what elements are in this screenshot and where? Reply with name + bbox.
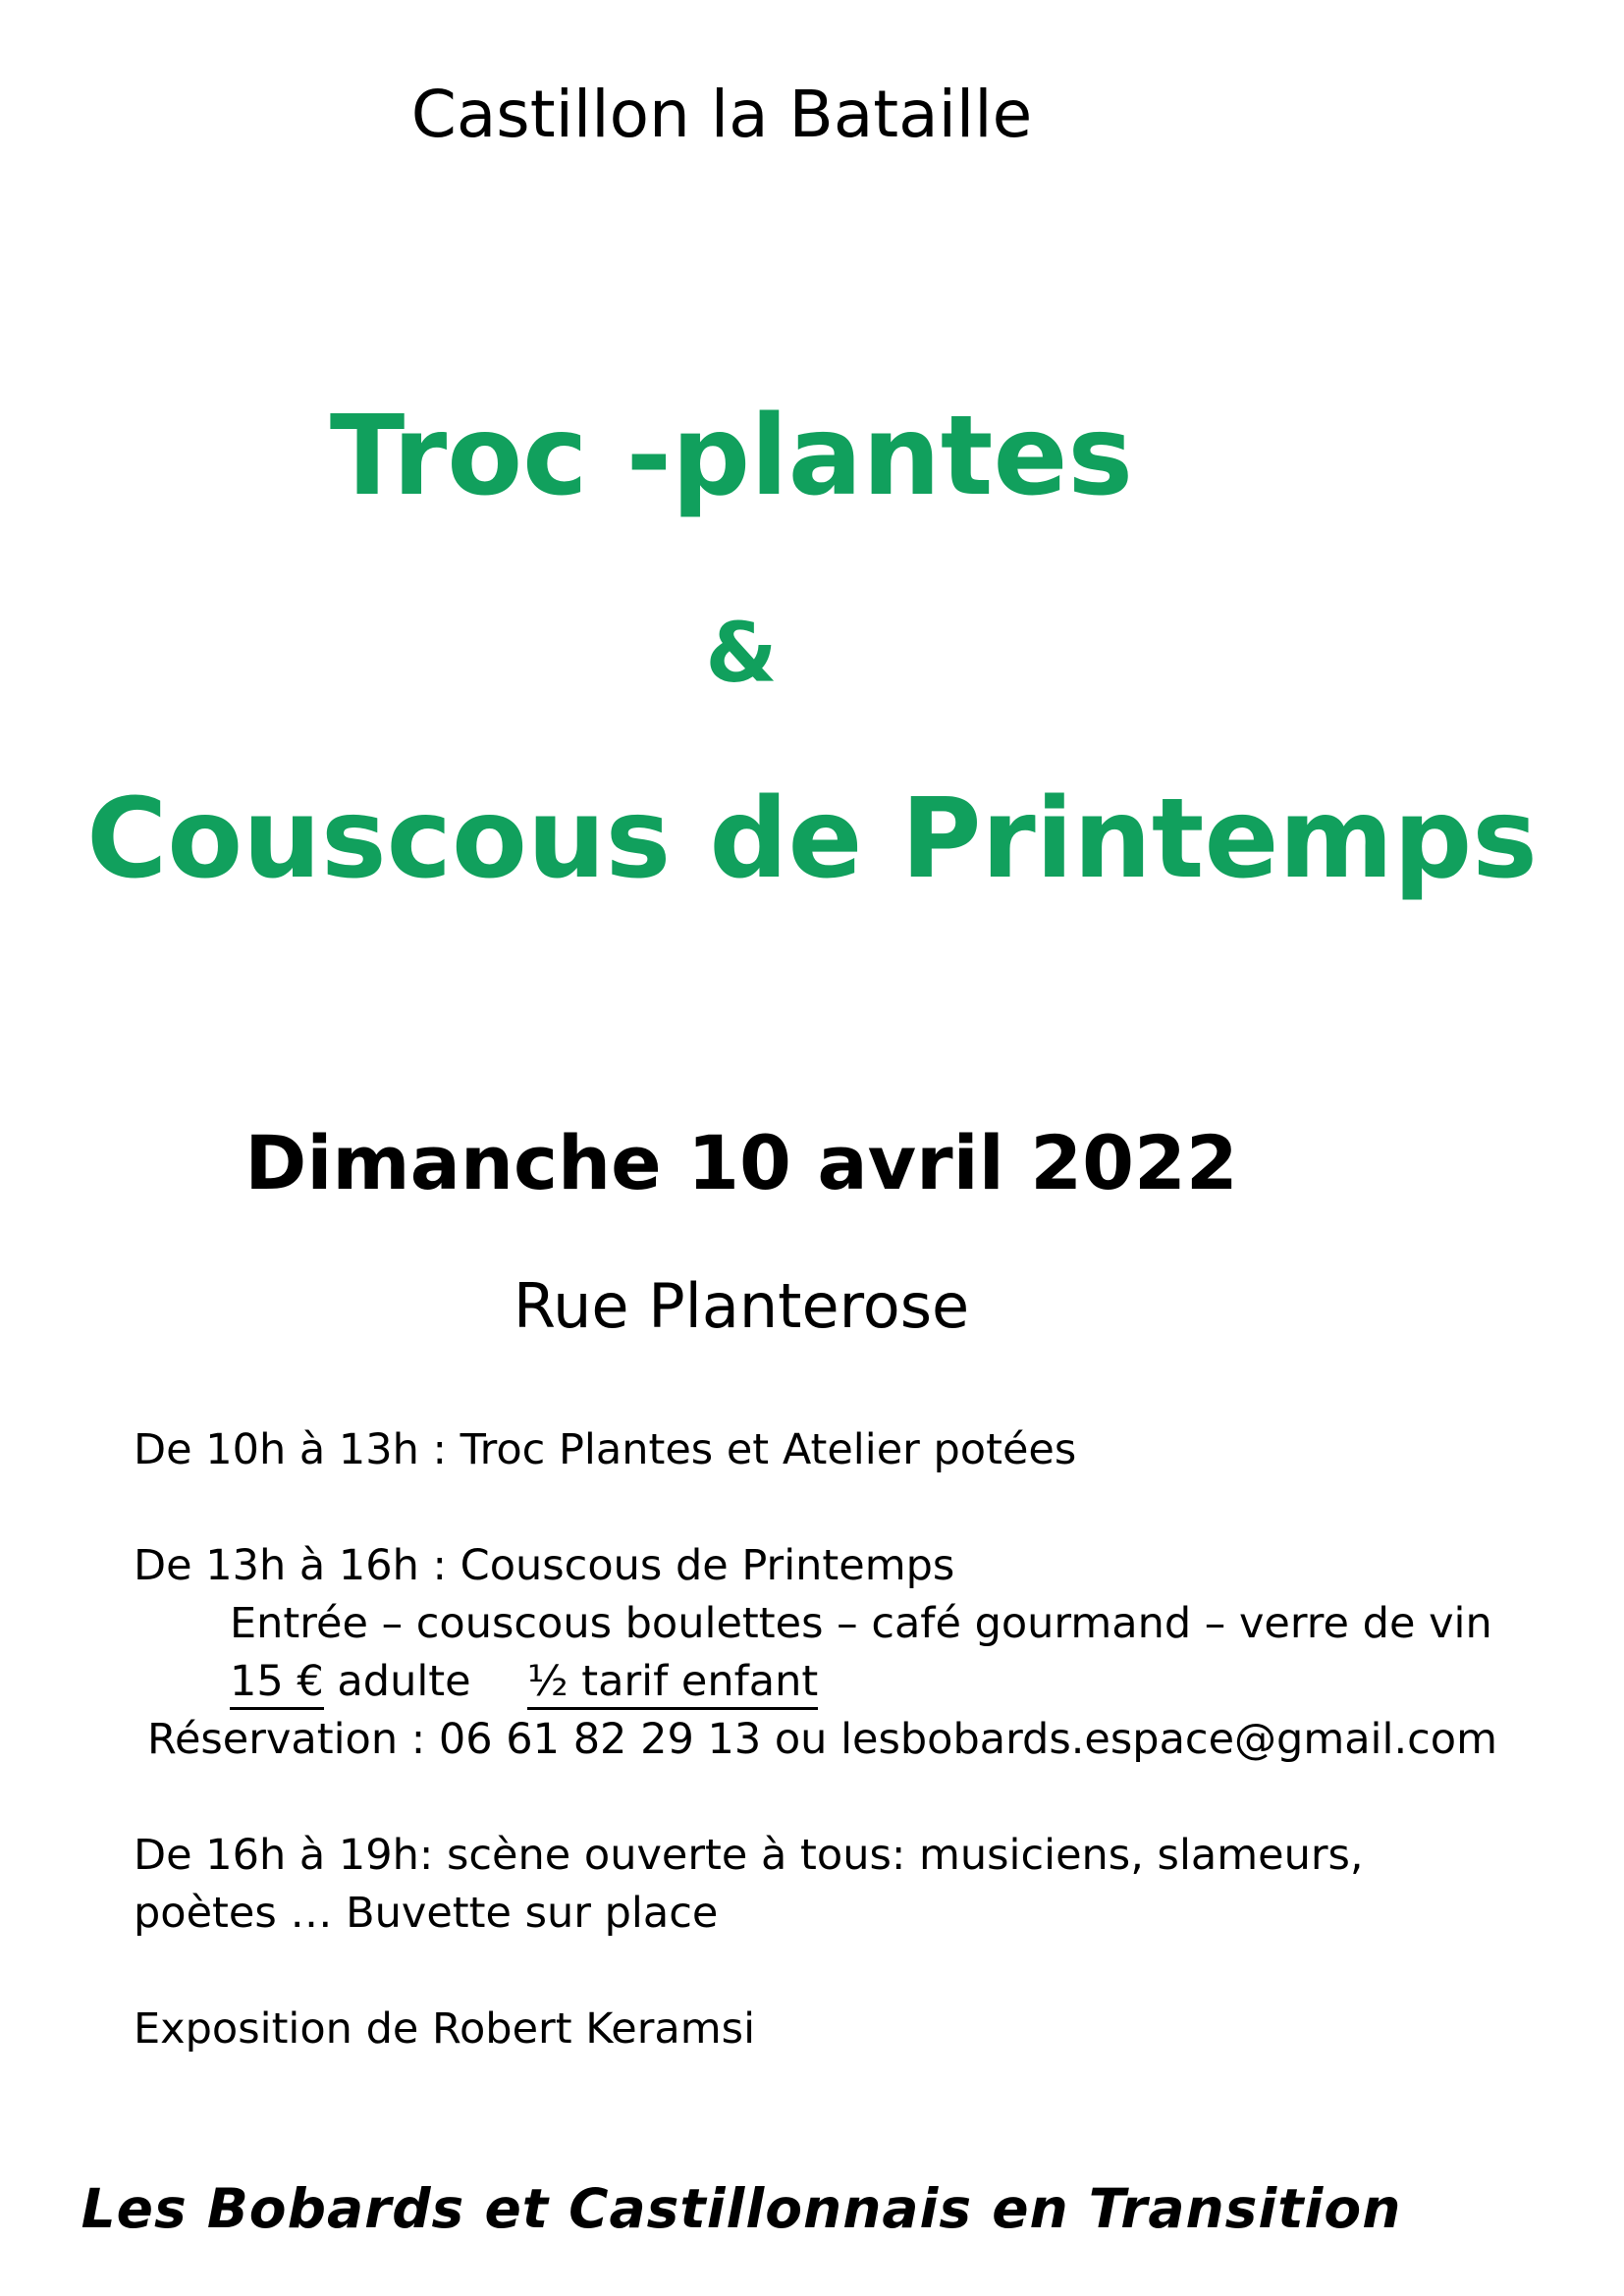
event-title-troc-plantes: Troc -plantes xyxy=(329,393,1134,520)
lunch-prices xyxy=(230,1657,818,1706)
program-slot-afternoon-cont: poètes … Buvette sur place xyxy=(134,1889,719,1938)
event-title-couscous: Couscous de Printemps xyxy=(86,775,1538,903)
reservation-info: Réservation : 06 61 82 29 13 ou lesbobards.espace@gmail.com xyxy=(147,1715,1497,1764)
organizers-footer: Les Bobards et Castillonnais en Transition xyxy=(81,2177,1402,2240)
program-slot-morning: De 10h à 13h : Troc Plantes et Atelier potées xyxy=(134,1425,1077,1474)
exhibition-info: Exposition de Robert Keramsi xyxy=(134,2004,756,2054)
price-child: ½ tarif enfant xyxy=(527,1657,818,1710)
lunch-menu: Entrée – couscous boulettes – café gourmand – verre de vin xyxy=(230,1599,1492,1648)
ampersand: & xyxy=(705,605,778,701)
location-heading: Castillon la Bataille xyxy=(410,77,1033,152)
price-adult: 15 € xyxy=(230,1657,324,1710)
event-street: Rue Planterose xyxy=(513,1270,970,1342)
price-adult-label: adulte xyxy=(337,1657,471,1706)
program-slot-lunch: De 13h à 16h : Couscous de Printemps xyxy=(134,1541,955,1590)
event-date: Dimanche 10 avril 2022 xyxy=(244,1119,1238,1206)
program-slot-afternoon: De 16h à 19h: scène ouverte à tous: musiciens, slameurs, xyxy=(134,1831,1364,1880)
